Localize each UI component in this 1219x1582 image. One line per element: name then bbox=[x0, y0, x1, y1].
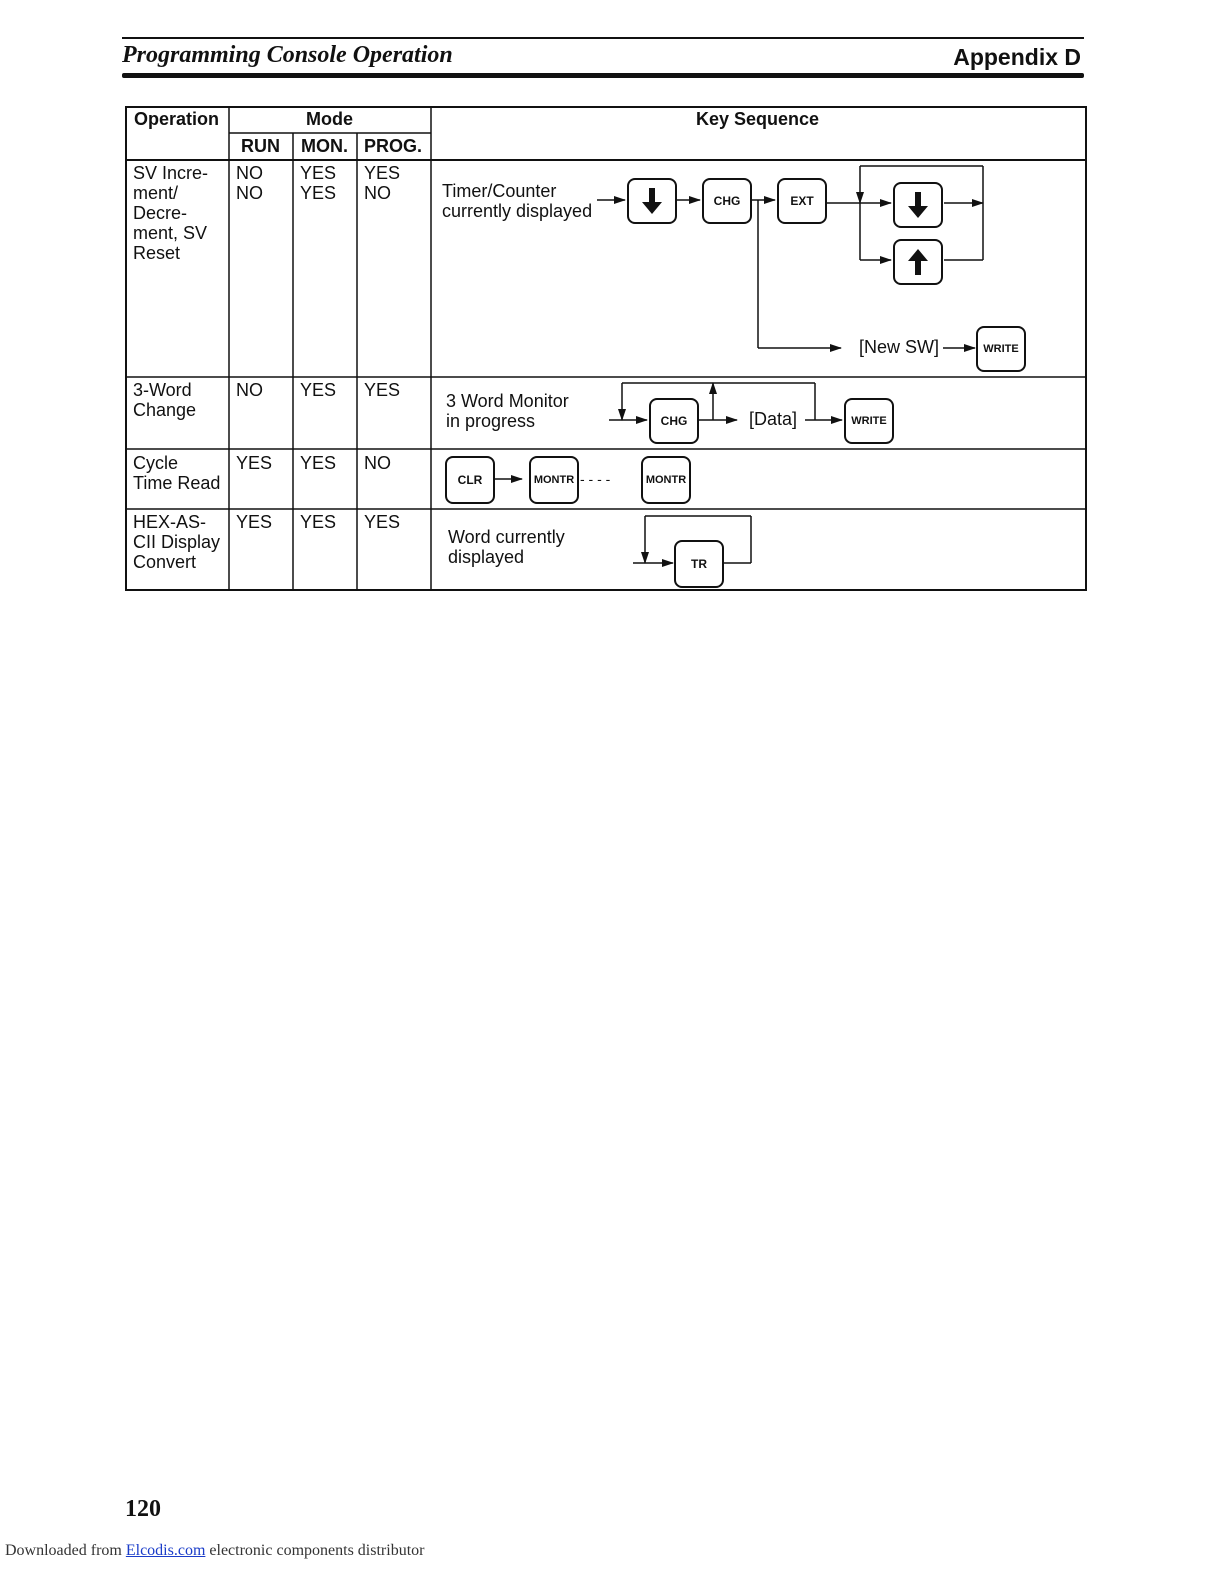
header-operation: Operation bbox=[134, 109, 220, 129]
header-key-sequence: Key Sequence bbox=[696, 109, 820, 129]
row4-mon: YES bbox=[300, 512, 337, 532]
row2-run: NO bbox=[236, 380, 263, 400]
down-arrow-icon bbox=[641, 188, 663, 214]
row2-mon: YES bbox=[300, 380, 337, 400]
down-key bbox=[627, 178, 677, 224]
footer bbox=[5, 1542, 424, 1560]
row1-mon: YES YES bbox=[300, 163, 337, 203]
row1-run: NO NO bbox=[236, 163, 263, 203]
row4-run: YES bbox=[236, 512, 273, 532]
operation-table bbox=[125, 106, 1087, 591]
row2-sequence-text: 3 Word Monitor in progress bbox=[446, 391, 569, 431]
write-key: WRITE bbox=[976, 326, 1026, 372]
row1-sequence-text: Timer/Counter currently displayed bbox=[442, 181, 593, 221]
montr-key: MONTR bbox=[641, 456, 691, 504]
header-rule-thin bbox=[122, 37, 1084, 39]
header-run: RUN bbox=[241, 136, 280, 156]
key-sequence-connectors bbox=[125, 106, 1087, 591]
row1-prog: YES NO bbox=[364, 163, 401, 203]
write-key: WRITE bbox=[844, 398, 894, 444]
clr-key: CLR bbox=[445, 456, 495, 504]
page-number: 120 bbox=[125, 1496, 161, 1522]
montr-key: MONTR bbox=[529, 456, 579, 504]
ext-key: EXT bbox=[777, 178, 827, 224]
up-arrow-icon bbox=[907, 249, 929, 275]
appendix-label: Appendix D bbox=[953, 44, 1081, 70]
up-key bbox=[893, 239, 943, 285]
header-rule-thick bbox=[122, 73, 1084, 78]
row2-operation: 3-Word Change bbox=[133, 380, 197, 420]
row4-prog: YES bbox=[364, 512, 401, 532]
data-label: [Data] bbox=[749, 409, 798, 429]
down-key bbox=[893, 182, 943, 228]
row2-prog: YES bbox=[364, 380, 401, 400]
header-prog: PROG. bbox=[364, 136, 423, 156]
row3-run: YES bbox=[236, 453, 273, 473]
header-mon: MON. bbox=[301, 136, 348, 156]
down-arrow-icon bbox=[907, 192, 929, 218]
new-sw-label: [New SW] bbox=[859, 337, 940, 357]
page-section-title: Programming Console Operation bbox=[122, 42, 453, 68]
footer-link[interactable]: Elcodis.com bbox=[125, 1542, 206, 1559]
row4-sequence-text: Word currently displayed bbox=[448, 527, 565, 567]
row3-mon: YES bbox=[300, 453, 337, 473]
repeat-dashes: - - - - bbox=[580, 471, 611, 487]
chg-key: CHG bbox=[649, 398, 699, 444]
chg-key: CHG bbox=[702, 178, 752, 224]
row1-operation: SV Incre- ment/ Decre- ment, SV Reset bbox=[133, 163, 209, 263]
footer-suffix: electronic components distributor bbox=[205, 1542, 425, 1559]
header-mode: Mode bbox=[306, 109, 353, 129]
row4-operation: HEX-AS- CII Display Convert bbox=[133, 512, 221, 572]
row3-prog: NO bbox=[364, 453, 391, 473]
row3-operation: Cycle Time Read bbox=[133, 453, 221, 493]
tr-key: TR bbox=[674, 540, 724, 588]
footer-prefix: Downloaded from bbox=[5, 1542, 126, 1559]
